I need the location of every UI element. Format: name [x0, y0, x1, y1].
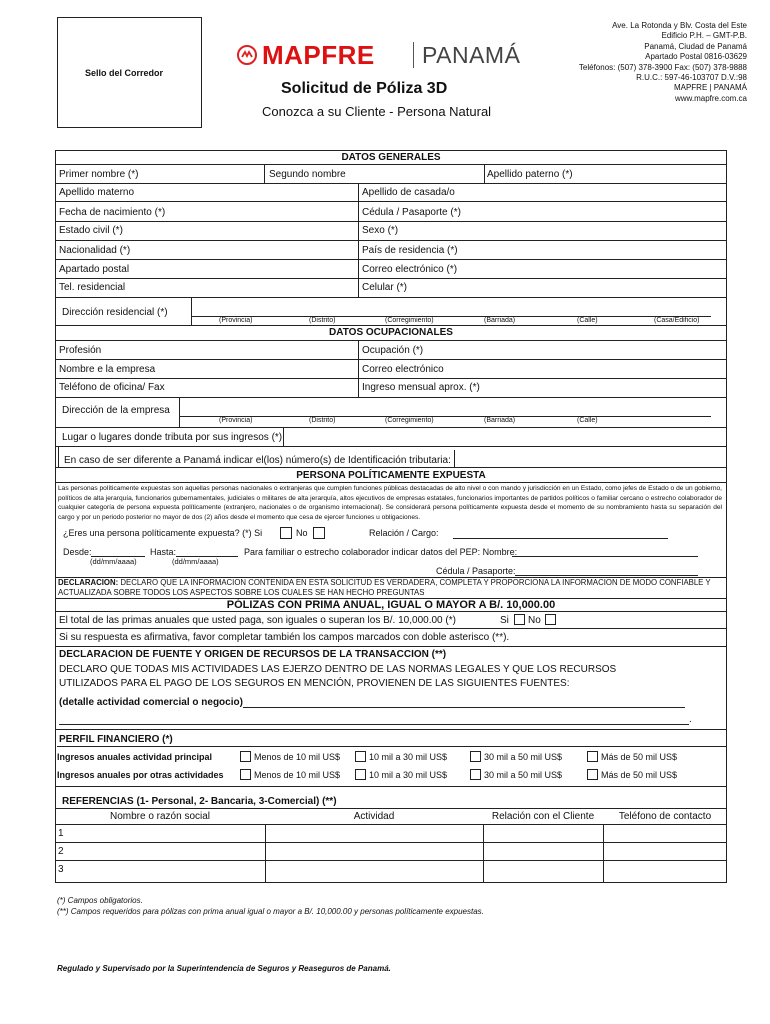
footnote-double-required: (**) Campos requeridos para pólizas con prima anual igual o mayor a B/. 10,000.00 y personas políticamente expuestas. [57, 907, 484, 916]
tax-places-label: Lugar o lugares donde tributa por sus ingresos (*) [62, 432, 283, 443]
cell-phone-label: Celular (*) [362, 282, 408, 293]
address-line: Panamá, Ciudad de Panamá [644, 41, 747, 51]
funds-title: DECLARACION DE FUENTE Y ORIGEN DE RECURSOS DE LA TRANSACCION (**) [59, 649, 447, 660]
ref-header-phone: Teléfono de contacto [618, 811, 712, 822]
premium-yes-label: Si [500, 615, 509, 626]
pep-family-label: Para familiar o estrecho colaborador indicar datos del PEP: Nombre: [244, 547, 518, 557]
occupation-label: Ocupación (*) [362, 345, 424, 356]
po-box-label: Apartado postal [59, 264, 130, 275]
pep-to-format: (dd/mm/aaaa) [172, 557, 219, 566]
pep-family-name-field[interactable] [512, 556, 698, 557]
brand-name: MAPFRE [262, 40, 375, 70]
occupational-section-title: DATOS OCUPACIONALES [329, 327, 453, 338]
income-option-label: 10 mil a 30 mil US$ [369, 770, 448, 780]
pep-section-title: PERSONA POLÍTICAMENTE EXPUESTA [296, 470, 486, 481]
address-part-label: (Calle) [577, 317, 598, 324]
pep-no-label: No [296, 528, 308, 538]
address-line: www.mapfre.com.ca [674, 93, 747, 103]
pep-id-field[interactable] [515, 575, 698, 576]
pep-no-checkbox[interactable] [313, 527, 325, 539]
monthly-income-label: Ingreso mensual aprox. (*) [362, 382, 480, 393]
ref-header-name: Nombre o razón social [109, 811, 211, 822]
financial-row-label: Ingresos anuales actividad principal [57, 752, 213, 762]
income-main-option-3[interactable] [470, 751, 481, 762]
company-address [579, 21, 747, 104]
address-part-label: (Distrito) [309, 317, 336, 324]
address-line: R.U.C.: 597-46-103707 D.V.:98 [636, 73, 747, 83]
address-line: MAPFRE | PANAMÁ [673, 83, 747, 93]
income-other-option-3[interactable] [470, 769, 481, 780]
declaration-text [58, 578, 722, 598]
address-part-label: (Distrito) [309, 417, 336, 424]
brand-country: PANAMÁ [422, 42, 521, 68]
broker-seal-label: Sello del Corredor [85, 68, 164, 78]
premium-no-label: No [528, 615, 541, 626]
sex-label: Sexo (*) [362, 225, 399, 236]
pep-to-label: Hasta: [150, 547, 177, 557]
id-passport-label: Cédula / Pasaporte (*) [362, 207, 461, 218]
address-part-label: (Corregimiento) [385, 317, 434, 324]
address-line: Teléfonos: (507) 378-3900 Fax: (507) 378-9888 [578, 62, 747, 72]
home-phone-label: Tel. residencial [59, 282, 126, 293]
office-phone-label: Teléfono de oficina/ Fax [59, 382, 165, 393]
address-line: Ave. La Rotonda y Blv. Costa del Este [612, 21, 747, 30]
declaration-body: DECLARO QUE LA INFORMACION CONTENIDA EN ESTA SOLICITUD ES VERDADERA, COMPLETA Y PROPORCIONA LA INFORMACION DE MODO CONFIABLE Y ACTUALIZADA SOBRE TODOS LOS ASPECTOS SOBRE LOS CUALES SE HAN HECHO PREGUNTAS [58, 578, 711, 597]
second-name-label: Segundo nombre [269, 169, 346, 180]
address-line: Apartado Postal 0816-03629 [645, 52, 747, 62]
company-address-label: Dirección de la empresa [62, 405, 170, 416]
income-option-label: Menos de 10 mil US$ [254, 770, 341, 780]
income-main-option-4[interactable] [587, 751, 598, 762]
form-title: Solicitud de Póliza 3D [281, 80, 448, 97]
pep-id-label: Cédula / Pasaporte: [436, 566, 516, 576]
declaration-bold: DECLARACION: [58, 578, 119, 587]
ref-row-number: 3 [58, 864, 64, 875]
first-name-label: Primer nombre (*) [59, 169, 139, 180]
company-email-label: Correo electrónico [362, 364, 444, 375]
address-part-label: (Corregimiento) [385, 417, 434, 424]
form-subtitle: Conozca a su Cliente - Persona Natural [262, 104, 492, 119]
income-option-label: Más de 50 mil US$ [601, 752, 678, 762]
ref-row-number: 1 [58, 828, 64, 839]
home-address-label: Dirección residencial (*) [62, 307, 168, 318]
pep-from-label: Desde: [63, 547, 92, 557]
pep-question: ¿Eres una persona políticamente expuesta? (*) Si [63, 528, 263, 538]
ref-row-number: 2 [58, 846, 64, 857]
mapfre-logo [236, 40, 536, 70]
premium-note: Si su respuesta es afirmativa, favor completar también los campos marcados con doble asterisco (**). [59, 632, 510, 643]
civil-status-label: Estado civil (*) [59, 225, 123, 236]
funds-declaration: DECLARO QUE TODAS MIS ACTIVIDADES LAS EJERZO DENTRO DE LAS NORMAS LEGALES Y QUE LOS RECURSOS UTILIZADOS PARA EL PAGO DE LOS SEGUROS EN MENCIÓN, PROVIENEN DE LAS SIGUIENTES FUENTES: [59, 664, 617, 689]
pep-relation-field[interactable] [453, 538, 668, 539]
income-option-label: 30 mil a 50 mil US$ [484, 752, 563, 762]
references-title: REFERENCIAS (1- Personal, 2- Bancaria, 3-Comercial) (**) [62, 796, 337, 807]
income-option-label: 30 mil a 50 mil US$ [484, 770, 563, 780]
paternal-name-label: Apellido paterno (*) [487, 169, 573, 180]
residence-country-label: País de residencia (*) [362, 245, 458, 256]
address-part-label: (Barriada) [484, 317, 516, 324]
income-other-option-2[interactable] [355, 769, 366, 780]
premium-question: El total de las primas anuales que usted paga, son iguales o superan los B/. 10,000.00 (*) [59, 615, 456, 626]
address-part-label: (Calle) [577, 417, 598, 424]
income-other-option-4[interactable] [587, 769, 598, 780]
brand-divider [413, 42, 414, 68]
profession-label: Profesión [59, 345, 102, 356]
pep-from-format: (dd/mm/aaaa) [90, 557, 137, 566]
pep-yes-checkbox[interactable] [280, 527, 292, 539]
business-detail-field[interactable] [243, 707, 685, 708]
premium-no-checkbox[interactable] [545, 614, 556, 625]
ref-header-relation: Relación con el Cliente [491, 811, 595, 822]
premium-yes-checkbox[interactable] [514, 614, 525, 625]
income-other-option-1[interactable] [240, 769, 251, 780]
address-part-label: (Provincia) [219, 417, 253, 424]
business-detail-label: (detalle actividad comercial o negocio) [59, 697, 243, 708]
maternal-name-label: Apellido materno [59, 187, 135, 198]
income-main-option-1[interactable] [240, 751, 251, 762]
financial-title: PERFIL FINANCIERO (*) [59, 734, 173, 745]
address-part-label: (Barriada) [484, 417, 516, 424]
company-name-label: Nombre e la empresa [59, 364, 156, 375]
nationality-label: Nacionalidad (*) [59, 245, 131, 256]
income-main-option-2[interactable] [355, 751, 366, 762]
married-name-label: Apellido de casada/o [362, 187, 455, 198]
tax-ids-label: En caso de ser diferente a Panamá indicar el(los) número(s) de Identificación tributaria: [64, 455, 451, 466]
mapfre-emblem-icon [236, 44, 258, 66]
email-label: Correo electrónico (*) [362, 264, 458, 275]
pep-definition: Las personas políticamente expuestas son aquellas personas nacionales o extranjeras que cumplen funciones públicas destacadas de alto nivel o con mando y jurisdicción en un Estado, como jefes de Estado o de un gobierno, políticos de alta jerarquía, funcionarios gubernamentales, judiciales o militares de alta jerarquía, altos ejecutivos de empresas estatales, funcionarios importantes de partidos políticos o familiar cercano o estrecho colaborador de cualquier categoría de persona expuesta políticamente (extranjero, nacionales o de organismo internacional). Se considerará persona políticamente expuesta desde el momento de su nombramiento hasta su separación del cargo y por un periodo posterior no mayor de dos (2) años desde el momento que cesa de ejercer funciones u obligaciones. [58, 485, 722, 521]
income-option-label: 10 mil a 30 mil US$ [369, 752, 448, 762]
regulatory-note: Regulado y Supervisado por la Superintendencia de Seguros y Reaseguros de Panamá. [57, 964, 391, 973]
general-section-title: DATOS GENERALES [341, 152, 441, 163]
address-part-label: (Provincia) [219, 317, 253, 324]
financial-row-label: Ingresos anuales por otras actividades [57, 770, 224, 780]
income-option-label: Más de 50 mil US$ [601, 770, 678, 780]
premium-section-title: PÓLIZAS CON PRIMA ANUAL, IGUAL O MAYOR A B/. 10,000.00 [226, 599, 556, 611]
birth-date-label: Fecha de nacimiento (*) [59, 207, 166, 218]
ref-header-activity: Actividad [353, 811, 395, 822]
footnote-required: (*) Campos obligatorios. [57, 896, 143, 905]
business-detail-field-2[interactable] [59, 724, 689, 725]
income-option-label: Menos de 10 mil US$ [254, 752, 341, 762]
address-line: Edificio P.H. – GMT-P.B. [661, 31, 747, 41]
address-part-label: (Casa/Edificio) [654, 317, 700, 324]
pep-relation-label: Relación / Cargo: [369, 528, 439, 538]
